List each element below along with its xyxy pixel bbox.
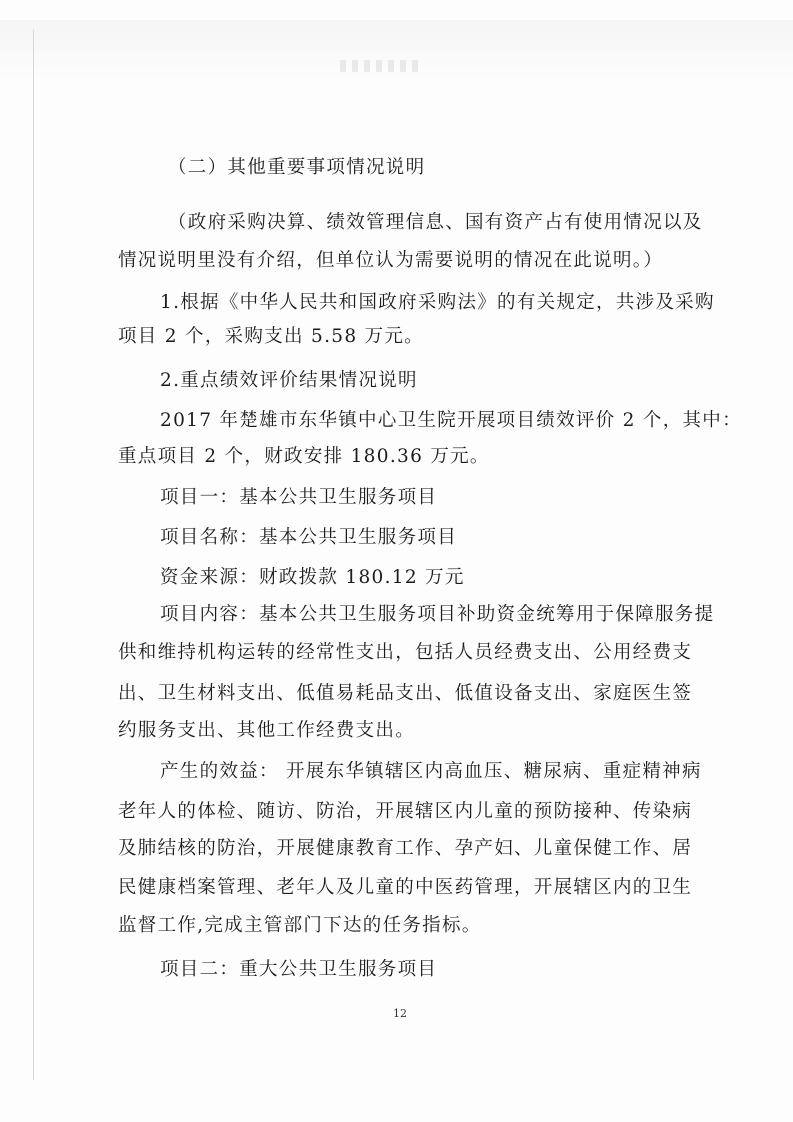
project1-content-line-4: 约服务支出、其他工作经费支出。 bbox=[118, 720, 416, 741]
item1-line-1: 1.根据《中华人民共和国政府采购法》的有关规定，共涉及采购 bbox=[160, 292, 715, 313]
benefit-line-5: 监督工作,完成主管部门下达的任务指标。 bbox=[118, 915, 482, 936]
intro-line-2: 情况说明里没有介绍，但单位认为需要说明的情况在此说明。） bbox=[118, 250, 664, 271]
project1-content-line-3: 出、卫生材料支出、低值易耗品支出、低值设备支出、家庭医生签 bbox=[118, 683, 693, 704]
project2-title: 项目二：重大公共卫生服务项目 bbox=[160, 959, 438, 980]
project1-content-line-1: 项目内容：基本公共卫生服务项目补助资金统筹用于保障服务提 bbox=[160, 604, 715, 625]
benefit-line-1: 产生的效益： 开展东华镇辖区内高血压、糖尿病、重症精神病 bbox=[160, 761, 702, 782]
evaluation-line-2: 重点项目 2 个，财政安排 180.36 万元。 bbox=[118, 446, 490, 467]
project1-funding: 资金来源：财政拨款 180.12 万元 bbox=[160, 567, 465, 588]
benefit-line-4: 民健康档案管理、老年人及儿童的中医药管理，开展辖区内的卫生 bbox=[118, 877, 693, 898]
page-number: 12 bbox=[393, 1007, 407, 1020]
evaluation-line-1: 2017 年楚雄市东华镇中心卫生院开展项目绩效评价 2 个，其中： bbox=[160, 410, 742, 431]
project1-title: 项目一：基本公共卫生服务项目 bbox=[160, 487, 438, 508]
benefit-line-3: 及肺结核的防治，开展健康教育工作、孕产妇、儿童保健工作、居 bbox=[118, 838, 693, 859]
bleed-through-mark bbox=[340, 60, 420, 72]
project1-content-line-2: 供和维持机构运转的经常性支出，包括人员经费支出、公用经费支 bbox=[118, 642, 693, 663]
project1-name: 项目名称：基本公共卫生服务项目 bbox=[160, 527, 458, 548]
section-heading: （二）其他重要事项情况说明 bbox=[168, 157, 426, 178]
scan-left-edge bbox=[33, 30, 34, 1080]
item1-line-2: 项目 2 个，采购支出 5.58 万元。 bbox=[118, 326, 424, 347]
benefit-line-2: 老年人的体检、随访、防治，开展辖区内儿童的预防接种、传染病 bbox=[118, 801, 693, 822]
intro-line-1: （政府采购决算、绩效管理信息、国有资产占有使用情况以及 bbox=[168, 212, 703, 233]
item2-heading: 2.重点绩效评价结果情况说明 bbox=[160, 370, 418, 391]
